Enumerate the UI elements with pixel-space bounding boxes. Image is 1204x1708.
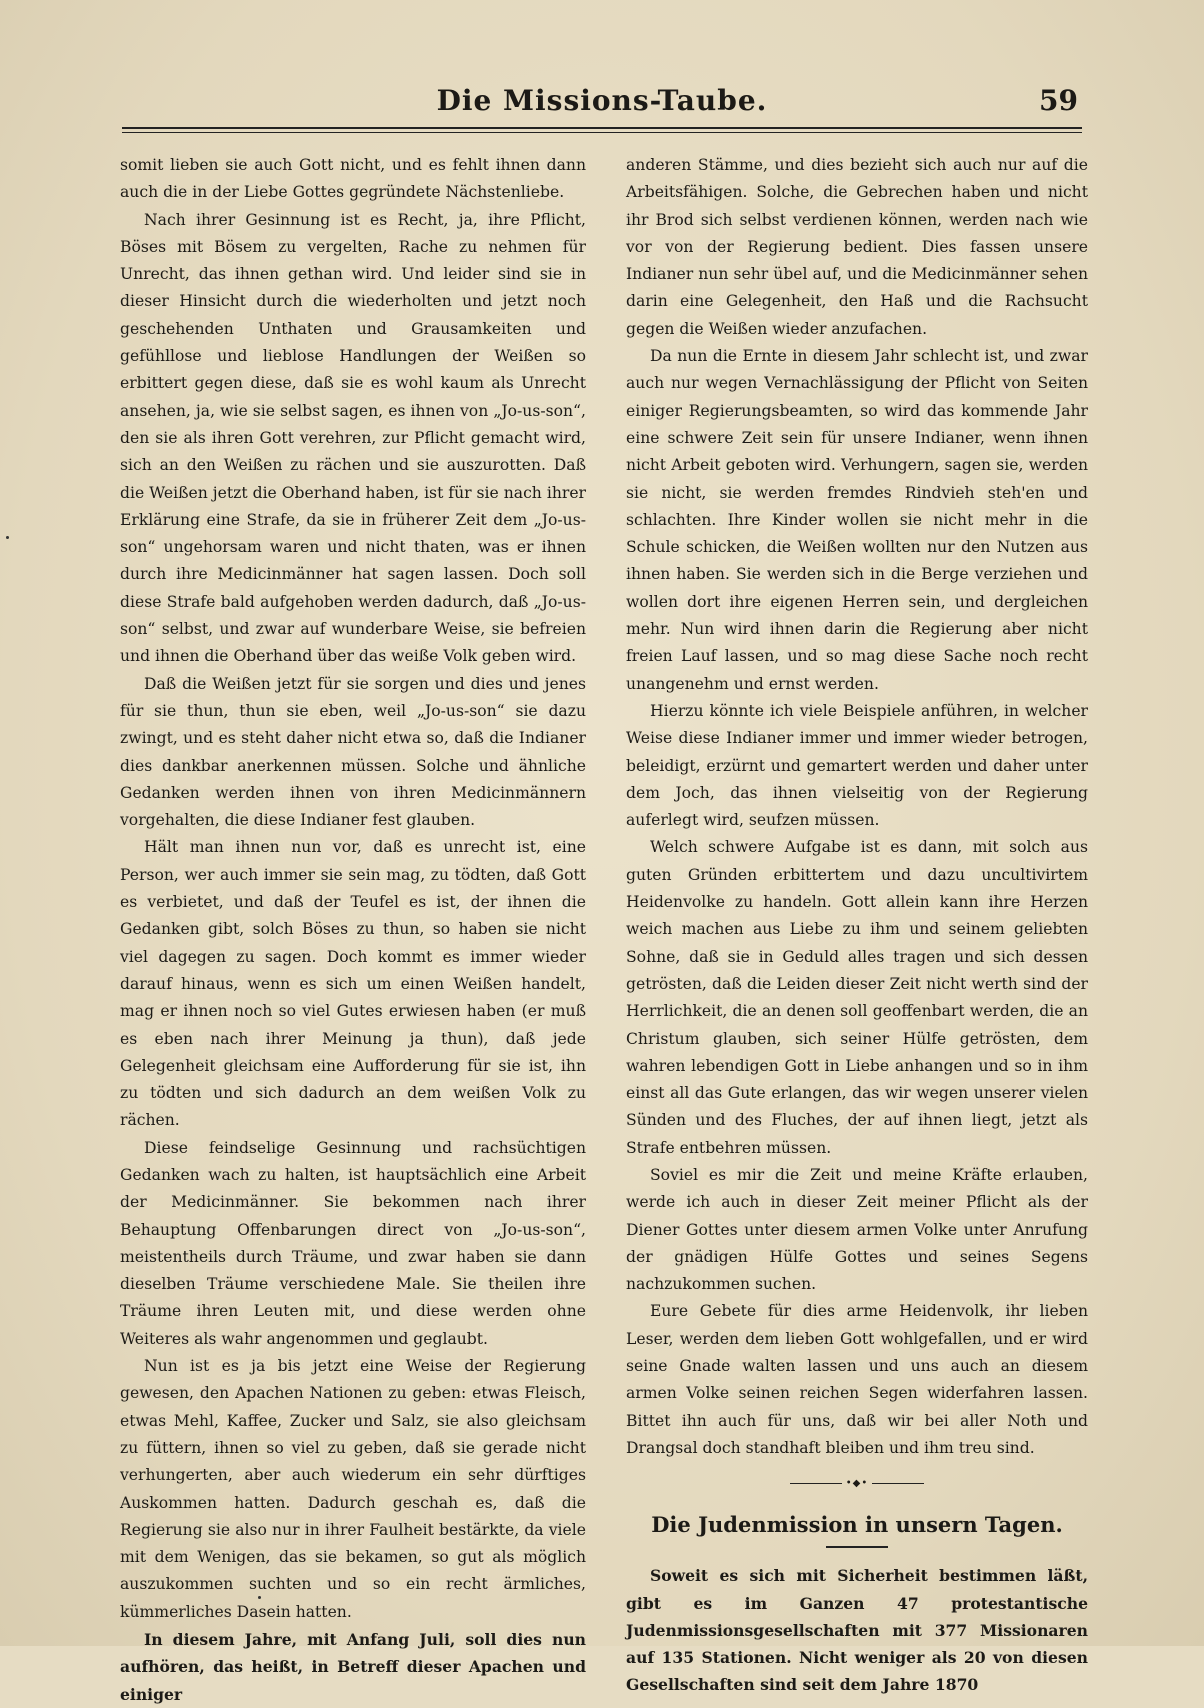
paragraph: Hält man ihnen nun vor, daß es unrecht ist, eine Person, wer auch immer sie sein mag, zu tödten, daß Gott es verbietet, und daß der Teufel es ist, der ihnen die Gedanken gibt, solch Böses zu thun, so haben sie nicht viel dagegen zu sagen. Doch kommt es immer wieder darauf hinaus, wenn es sich um einen Weißen handelt, mag er ihnen noch so viel Gutes erwiesen haben (er muß es eben nach ihrer Meinung ja thun), daß jede Gelegenheit gleichsam eine Aufforderung für sie ist, ihn zu tödten und sich dadurch an dem weißen Volk zu rächen. xyxy=(120,838,586,1130)
paragraph: Nach ihrer Gesinnung ist es Recht, ja, ihre Pflicht, Böses mit Bösem zu vergelten, Rache zu nehmen für Unrecht, das ihnen gethan wird. Und leider sind sie in dieser Hinsicht durch die wiederholten und jetzt noch geschehenden Unthaten und Grausamkeiten und gefühllose und lieblose Handlungen der Weißen so erbittert gegen diese, daß sie es wohl kaum als Unrecht ansehen, ja, wie sie selbst sagen, es ihnen von „Jo-us-son“, den sie als ihren Gott verehren, zur Pflicht gemacht wird, sich an den Weißen zu rächen und sie auszurotten. Daß die Weißen jetzt die Oberhand haben, ist für sie nach ihrer Erklärung eine Strafe, da sie in früherer Zeit dem „Jo-us-son“ ungehorsam waren und nicht thaten, was er ihnen durch ihre Medicinmänner hat sagen lassen. Doch soll diese Strafe bald aufgehoben werden dadurch, daß „Jo-us-son“ selbst, und zwar auf wunderbare Weise, sie befreien und ihnen die Oberhand über das weiße Volk geben wird. xyxy=(120,210,586,666)
divider-line-left xyxy=(790,1483,842,1484)
paragraph: In diesem Jahre, mit Anfang Juli, soll dies nun aufhören, das heißt, in Betreff dieser Apachen und einiger xyxy=(120,1630,586,1704)
page-number: 59 xyxy=(1039,84,1078,117)
paragraph: somit lieben sie auch Gott nicht, und es fehlt ihnen dann auch die in der Liebe Gottes gegründete Nächstenliebe. xyxy=(120,156,586,202)
print-speck xyxy=(258,1596,261,1599)
section-title-rule xyxy=(826,1546,888,1548)
page-header xyxy=(122,84,1082,124)
right-column xyxy=(626,152,1088,1699)
divider-ornament-glyph: •◆• xyxy=(845,1477,869,1489)
paragraph: Soviel es mir die Zeit und meine Kräfte erlauben, werde ich auch in dieser Zeit meiner Pflicht als der Diener Gottes unter diesem armen Volke unter Anrufung der gnädigen Hülfe Gottes und seines Segens nachzukommen suchen. xyxy=(626,1165,1088,1294)
paragraph: Hierzu könnte ich viele Beispiele anführen, in welcher Weise diese Indianer immer und immer wieder betrogen, beleidigt, erzürnt und gemartert werden und daher unter dem Joch, das ihnen vielseitig von der Regierung auferlegt wird, seufzen müssen. xyxy=(626,701,1088,830)
print-speck xyxy=(6,536,9,539)
section-divider-ornament xyxy=(626,1478,1088,1488)
paragraph: Welch schwere Aufgabe ist es dann, mit solch aus guten Gründen erbittertem und dazu uncultivirtem Heidenvolke zu handeln. Gott allein kann ihre Herzen weich machen aus Liebe zu ihm und seinem geliebten Sohne, daß sie in Geduld alles tragen und sich dessen getrösten, daß die Leiden dieser Zeit nicht werth sind der Herrlichkeit, die an denen soll geoffenbart werden, die an Christum glauben, sich seiner Hülfe getrösten, dem wahren lebendigen Gott in Liebe anhangen und so in ihm einst all das Gute erlangen, das wir wegen unserer vielen Sünden und des Fluches, der auf ihnen liegt, jetzt als Strafe entbehren müssen. xyxy=(626,838,1088,1157)
paragraph: Nun ist es ja bis jetzt eine Weise der Regierung gewesen, den Apachen Nationen zu geben: etwas Fleisch, etwas Mehl, Kaffee, Zucker und Salz, sie also gleichsam zu füttern, ihnen so viel zu geben, daß sie gerade nicht verhungerten, aber auch wiederum ein sehr dürftiges Auskommen hatten. Dadurch geschah es, daß die Regierung sie also nur in ihrer Faulheit bestärkte, da viele mit dem Wenigen, das sie bekamen, so gut als möglich auszukommen suchten und so ein recht ärmliches, kümmerliches Dasein hatten. xyxy=(120,1357,586,1621)
paragraph: Soweit es sich mit Sicherheit bestimmen läßt, gibt es im Ganzen 47 protestantische Judenmissionsgesellschaften mit 377 Missionaren auf 135 Stationen. Nicht weniger als 20 von diesen Gesellschaften sind seit dem Jahre 1870 xyxy=(626,1566,1088,1695)
header-rule-thick xyxy=(122,127,1082,129)
paragraph: Daß die Weißen jetzt für sie sorgen und dies und jenes für sie thun, thun sie eben, weil „Jo-us-son“ sie dazu zwingt, und es steht daher nicht etwa so, daß die Indianer dies dankbar anerkennen müssen. Solche und ähnliche Gedanken werden ihnen von ihren Medicinmännern vorgehalten, die diese Indianer fest glauben. xyxy=(120,674,586,830)
left-column xyxy=(120,152,586,1708)
paragraph: Eure Gebete für dies arme Heidenvolk, ihr lieben Leser, werden dem lieben Gott wohlgefallen, und er wird seine Gnade walten lassen und uns auch an diesem armen Volke seinen reichen Segen widerfahren lassen. Bittet ihn auch für uns, daß wir bei aller Noth und Drangsal doch standhaft bleiben und ihm treu sind. xyxy=(626,1302,1088,1457)
paragraph: Diese feindselige Gesinnung und rachsüchtigen Gedanken wach zu halten, ist hauptsächlich eine Arbeit der Medicinmänner. Sie bekommen nach ihrer Behauptung Offenbarungen direct von „Jo-us-son“, meistentheils durch Träume, und zwar haben sie dann dieselben Träume verschiedene Male. Sie theilen ihre Träume ihren Leuten mit, und diese werden ohne Weiteres als wahr angenommen und geglaubt. xyxy=(120,1138,586,1348)
divider-line-right xyxy=(872,1483,924,1484)
paragraph: anderen Stämme, und dies bezieht sich auch nur auf die Arbeitsfähigen. Solche, die Gebrechen haben und nicht ihr Brod sich selbst verdienen können, werden nach wie vor von der Regierung bedient. Dies fassen unsere Indianer nun sehr übel auf, und die Medicinmänner sehen darin eine Gelegenheit, den Haß und die Rachsucht gegen die Weißen wieder anzufachen. xyxy=(626,156,1088,338)
paragraph: Da nun die Ernte in diesem Jahr schlecht ist, und zwar auch nur wegen Vernachlässigung der Pflicht von Seiten einiger Regierungsbeamten, so wird das kommende Jahr eine schwere Zeit sein für unsere Indianer, wenn ihnen nicht Arbeit geboten wird. Verhungern, sagen sie, werden sie nicht, sie werden fremdes Rindvieh steh'en und schlachten. Ihre Kinder wollen sie nicht mehr in die Schule schicken, die Weißen wollten nur den Nutzen aus ihnen haben. Sie werden sich in die Berge verziehen und wollen dort ihre eigenen Herren sein, und dergleichen mehr. Nun wird ihnen darin die Regierung aber nicht freien Lauf lassen, und so mag diese Sache noch recht unangenehm und ernst werden. xyxy=(626,347,1088,693)
section-title: Die Judenmission in unsern Tagen. xyxy=(651,1512,1063,1538)
header-rule-thin xyxy=(122,132,1082,133)
masthead-title: Die Missions-Taube. xyxy=(436,84,768,117)
